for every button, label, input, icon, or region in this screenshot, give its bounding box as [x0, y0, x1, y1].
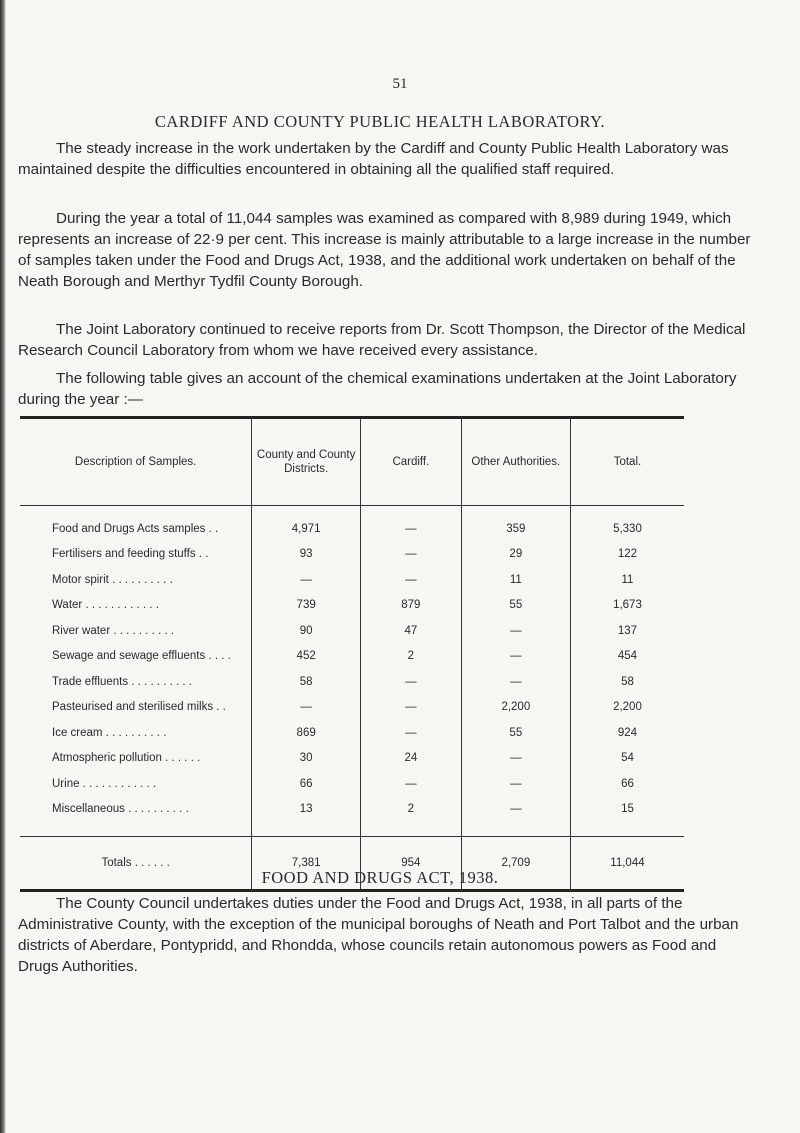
table-row: [20, 593, 684, 619]
cell-total: 11: [570, 567, 684, 593]
row-description: Food and Drugs Acts samples . .: [52, 522, 219, 535]
row-description: Fertilisers and feeding stuffs . .: [52, 548, 209, 561]
totals-total: 11,044: [570, 837, 684, 891]
cell-total: 2,200: [570, 695, 684, 721]
section-heading-laboratory: CARDIFF AND COUNTY PUBLIC HEALTH LABORATORY.: [154, 112, 606, 131]
cell-other: 359: [461, 506, 570, 542]
cell-county: 869: [252, 720, 361, 746]
row-description: Urine . . . . . . . . . . . .: [52, 777, 157, 790]
paragraph-sample-totals: During the year a total of 11,044 samples was examined as compared with 8,989 during 1949, which represents an increase of 22·9 per cent. This increase is mainly attributable to a large increase in the number of samples taken under the Food and Drugs Act, 1938, and the additional work undertaken on behalf of the Neath Borough and Merthyr Tydfil County Borough.: [18, 210, 751, 290]
table-row: [20, 618, 684, 644]
row-description: Atmospheric pollution . . . . . .: [52, 752, 201, 765]
cell-other: 55: [461, 720, 570, 746]
cell-other: 2,200: [461, 695, 570, 721]
cell-cardiff: —: [361, 771, 462, 797]
cell-total: 1,673: [570, 593, 684, 619]
cell-total: 66: [570, 771, 684, 797]
paragraph-table-intro: The following table gives an account of the chemical examinations undertaken at the Joint Laboratory during the year :—: [18, 370, 737, 408]
paragraph-joint-laboratory: The Joint Laboratory continued to receive reports from Dr. Scott Thompson, the Director of the Medical Research Council Laboratory from whom we have received every assistance.: [18, 321, 746, 359]
cell-total: 5,330: [570, 506, 684, 542]
row-description: Motor spirit . . . . . . . . . .: [52, 573, 173, 586]
cell-cardiff: 47: [361, 618, 462, 644]
cell-county: 93: [252, 542, 361, 568]
table-row: [20, 506, 684, 542]
cell-total: 15: [570, 797, 684, 837]
cell-other: —: [461, 797, 570, 837]
cell-total: 122: [570, 542, 684, 568]
table-row: [20, 567, 684, 593]
cell-cardiff: —: [361, 567, 462, 593]
table-row: [20, 797, 684, 837]
cell-cardiff: —: [361, 506, 462, 542]
row-description: Miscellaneous . . . . . . . . . .: [52, 803, 189, 816]
cell-county: 30: [252, 746, 361, 772]
cell-total: 924: [570, 720, 684, 746]
cell-county: 90: [252, 618, 361, 644]
cell-county: —: [252, 567, 361, 593]
cell-other: 29: [461, 542, 570, 568]
cell-total: 454: [570, 644, 684, 670]
table-row: [20, 644, 684, 670]
header-description: Description of Samples.: [20, 418, 252, 506]
cell-other: —: [461, 669, 570, 695]
row-description: Pasteurised and sterilised milks . .: [52, 701, 226, 714]
cell-county: —: [252, 695, 361, 721]
cell-total: 137: [570, 618, 684, 644]
cell-county: 4,971: [252, 506, 361, 542]
totals-cardiff: 954: [361, 837, 462, 891]
cell-cardiff: 2: [361, 797, 462, 837]
cell-other: —: [461, 618, 570, 644]
cell-county: 58: [252, 669, 361, 695]
table-row: [20, 669, 684, 695]
cell-cardiff: 24: [361, 746, 462, 772]
cell-other: 11: [461, 567, 570, 593]
cell-cardiff: 2: [361, 644, 462, 670]
cell-total: 58: [570, 669, 684, 695]
table-row: [20, 720, 684, 746]
paragraph-staffing: The steady increase in the work undertaken by the Cardiff and County Public Health Laboratory was maintained despite the difficulties encountered in obtaining all the qualified staff required.: [18, 140, 729, 178]
cell-county: 452: [252, 644, 361, 670]
header-total: Total.: [570, 418, 684, 506]
header-other-authorities: Other Authorities.: [461, 418, 570, 506]
table-row: [20, 542, 684, 568]
cell-county: 13: [252, 797, 361, 837]
row-description: Sewage and sewage effluents . . . .: [52, 650, 231, 663]
row-description: Ice cream . . . . . . . . . .: [52, 726, 167, 739]
page-binding-edge: [0, 0, 6, 1133]
chemical-examinations-table: [20, 416, 684, 892]
cell-other: —: [461, 746, 570, 772]
row-description: Water . . . . . . . . . . . .: [52, 599, 159, 612]
table-header-row: [20, 418, 684, 506]
section-heading-food-drugs: FOOD AND DRUGS ACT, 1938.: [261, 868, 499, 887]
table-row: [20, 746, 684, 772]
totals-other: 2,709: [461, 837, 570, 891]
table-row: [20, 695, 684, 721]
row-description: Trade effluents . . . . . . . . . .: [52, 675, 192, 688]
paragraph-food-drugs: The County Council undertakes duties under the Food and Drugs Act, 1938, in all parts of the Administrative County, with the exception of the municipal boroughs of Neath and Port Talbot and the urban districts of Aberdare, Pontypridd, and Rhondda, whose councils retain autonomous powers as Food and Drugs Authorities.: [18, 895, 739, 975]
cell-other: 55: [461, 593, 570, 619]
cell-county: 66: [252, 771, 361, 797]
header-cardiff: Cardiff.: [361, 418, 462, 506]
row-description: River water . . . . . . . . . .: [52, 624, 175, 637]
header-county: County and County Districts.: [252, 418, 361, 506]
totals-label: Totals . . . . . .: [20, 837, 252, 891]
cell-cardiff: —: [361, 542, 462, 568]
cell-county: 739: [252, 593, 361, 619]
totals-county: 7,381: [252, 837, 361, 891]
cell-cardiff: —: [361, 695, 462, 721]
page-number: 51: [392, 76, 408, 92]
cell-cardiff: 879: [361, 593, 462, 619]
cell-cardiff: —: [361, 720, 462, 746]
cell-cardiff: —: [361, 669, 462, 695]
cell-other: —: [461, 771, 570, 797]
cell-other: —: [461, 644, 570, 670]
cell-total: 54: [570, 746, 684, 772]
table-row: [20, 771, 684, 797]
